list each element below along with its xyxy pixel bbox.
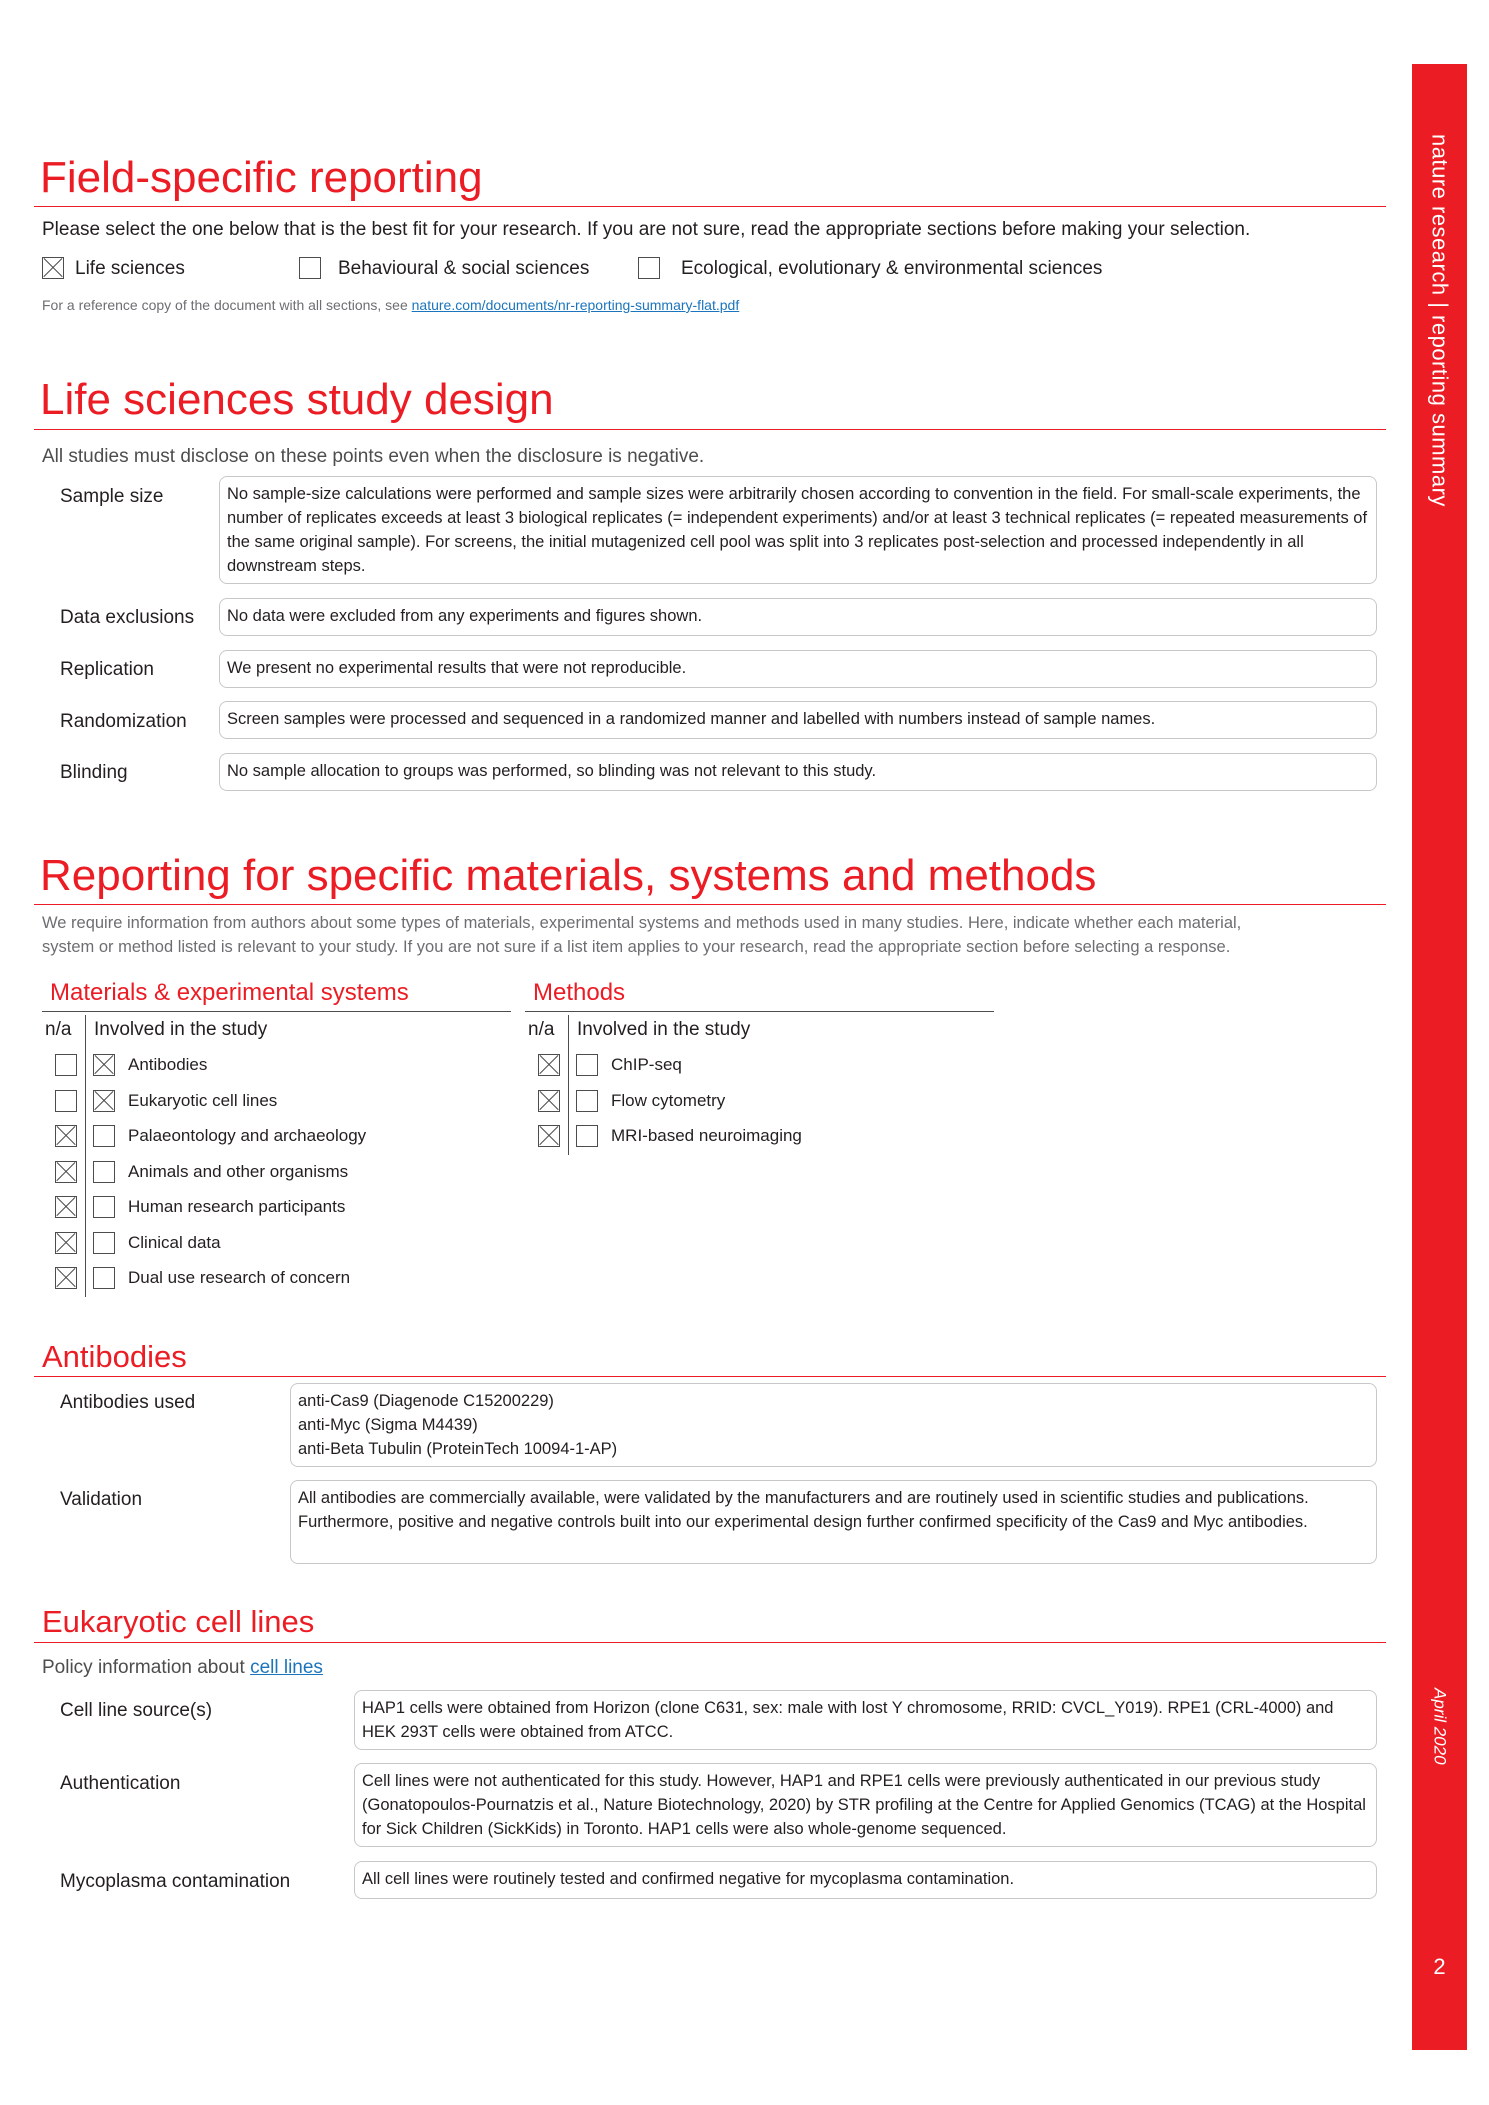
animals-involved-checkbox[interactable] (93, 1161, 115, 1183)
dual-use-involved-checkbox[interactable] (93, 1267, 115, 1289)
antibody-line: anti-Cas9 (Diagenode C15200229) (298, 1392, 554, 1410)
section-rule (34, 206, 1386, 207)
mri-na-checkbox[interactable] (538, 1125, 560, 1147)
clinical-data-na-checkbox[interactable] (55, 1232, 77, 1254)
behavioural-checkbox[interactable] (299, 257, 321, 279)
randomization-field[interactable]: Screen samples were processed and sequenced in a randomized manner and labelled with numbers instead of sample names. (219, 701, 1377, 739)
column-divider (85, 1015, 86, 1297)
reference-prefix: For a reference copy of the document with all sections, see (42, 297, 412, 313)
methods-heading: Methods (533, 979, 626, 1006)
palaeontology-na-checkbox[interactable] (55, 1125, 77, 1147)
materials-intro-line-1: We require information from authors about some types of materials, experimental systems and methods used in many studies. Here, indicate whether each material, (42, 914, 1242, 932)
dual-use-na-checkbox[interactable] (55, 1267, 77, 1289)
cell-line-source-label: Cell line source(s) (60, 1700, 213, 1721)
systems-involved-header: Involved in the study (94, 1019, 268, 1040)
cell-lines-policy (42, 1657, 323, 1679)
chip-seq-item-label: ChIP-seq (611, 1055, 682, 1074)
flow-cytometry-na-checkbox[interactable] (538, 1090, 560, 1112)
systems-heading: Materials & experimental systems (50, 979, 409, 1006)
mri-involved-checkbox[interactable] (576, 1125, 598, 1147)
authentication-field[interactable]: Cell lines were not authenticated for this study. However, HAP1 and RPE1 cells were previously authenticated in our previous study (Gonatopoulos-Pournatzis et al., Nature Biotechnology, 2020) by STR profiling at the Centre for Applied Genomics (TCAG) at the Hospital for Sick Children (SickKids) in Toronto. HAP1 cells were also whole-genome sequenced. (354, 1763, 1377, 1847)
materials-intro-line-2: system or method listed is relevant to your study. If you are not sure if a list item applies to your research, read the appropriate section before selecting a response. (42, 938, 1231, 956)
methods-involved-header: Involved in the study (577, 1019, 751, 1040)
clinical-data-item-label: Clinical data (128, 1233, 221, 1252)
flow-cytometry-involved-checkbox[interactable] (576, 1090, 598, 1112)
chip-seq-na-checkbox[interactable] (538, 1054, 560, 1076)
validation-field[interactable]: All antibodies are commercially available, were validated by the manufacturers and are routinely used in scientific studies and publications. Furthermore, positive and negative controls built into our experimental design further confirmed specificity of the Cas9 and Myc antibodies. (290, 1480, 1377, 1564)
blinding-label: Blinding (60, 762, 128, 783)
reference-note (42, 297, 739, 313)
life-sciences-checkbox[interactable] (42, 257, 64, 279)
ecological-label: Ecological, evolutionary & environmental sciences (681, 258, 1103, 279)
replication-field[interactable]: We present no experimental results that were not reproducible. (219, 650, 1377, 688)
human-participants-na-checkbox[interactable] (55, 1196, 77, 1218)
palaeontology-involved-checkbox[interactable] (93, 1125, 115, 1147)
antibodies-na-checkbox[interactable] (55, 1054, 77, 1076)
section-rule (34, 1376, 1386, 1377)
antibody-line: anti-Beta Tubulin (ProteinTech 10094-1-AP) (298, 1440, 618, 1458)
column-divider (568, 1015, 569, 1155)
field-specific-intro: Please select the one below that is the best fit for your research. If you are not sure, read the appropriate sections before making your selection. (42, 219, 1251, 240)
cell-lines-policy-link[interactable]: cell lines (250, 1657, 323, 1678)
animals-item-label: Animals and other organisms (128, 1162, 349, 1181)
life-sciences-label: Life sciences (75, 258, 185, 279)
policy-prefix: Policy information about (42, 1657, 251, 1678)
mycoplasma-field[interactable]: All cell lines were routinely tested and confirmed negative for mycoplasma contamination. (354, 1861, 1377, 1899)
ecological-checkbox[interactable] (638, 257, 660, 279)
blinding-field[interactable]: No sample allocation to groups was performed, so blinding was not relevant to this study. (219, 753, 1377, 791)
reference-link[interactable]: nature.com/documents/nr-reporting-summary-flat.pdf (411, 297, 740, 313)
randomization-label: Randomization (60, 711, 187, 732)
behavioural-label: Behavioural & social sciences (338, 258, 590, 279)
page-number: 2 (1433, 1954, 1446, 1979)
study-design-heading: Life sciences study design (40, 375, 554, 424)
section-rule (34, 429, 1386, 430)
authentication-label: Authentication (60, 1773, 181, 1794)
mri-item-label: MRI-based neuroimaging (611, 1126, 802, 1145)
flow-cytometry-item-label: Flow cytometry (611, 1091, 726, 1110)
sample-size-field[interactable]: No sample-size calculations were performed and sample sizes were arbitrarily chosen according to convention in the field. For small-scale experiments, the number of replicates exceeds at least 3 biological replicates (= independent experiments) and/or at least 3 technical replicates (= repeated measurements of the same original sample). For screens, the initial mutagenized cell pool was split into 3 replicates post-selection and processed independently in all downstream steps. (219, 476, 1377, 584)
data-exclusions-field[interactable]: No data were excluded from any experiments and figures shown. (219, 598, 1377, 636)
cell-lines-heading: Eukaryotic cell lines (42, 1604, 315, 1639)
systems-na-header: n/a (45, 1019, 72, 1040)
journal-title: nature research | reporting summary (1427, 134, 1453, 507)
methods-na-header: n/a (528, 1019, 555, 1040)
antibodies-used-field[interactable] (290, 1383, 1377, 1467)
edition-date: April 2020 (1430, 1688, 1450, 1765)
cell-lines-involved-checkbox[interactable] (93, 1090, 115, 1112)
dual-use-item-label: Dual use research of concern (128, 1268, 351, 1287)
validation-label: Validation (60, 1489, 143, 1510)
column-rule (42, 1011, 511, 1012)
field-specific-heading: Field-specific reporting (40, 153, 483, 202)
clinical-data-involved-checkbox[interactable] (93, 1232, 115, 1254)
materials-heading: Reporting for specific materials, systems and methods (40, 851, 1097, 900)
section-rule (34, 1642, 1386, 1643)
replication-label: Replication (60, 659, 154, 680)
animals-na-checkbox[interactable] (55, 1161, 77, 1183)
cell-line-source-field[interactable]: HAP1 cells were obtained from Horizon (clone C631, sex: male with lost Y chromosome, RRID: CVCL_Y019). RPE1 (CRL-4000) and HEK 293T cells were obtained from ATCC. (354, 1690, 1377, 1750)
study-design-intro: All studies must disclose on these points even when the disclosure is negative. (42, 446, 705, 467)
antibody-line: anti-Myc (Sigma M4439) (298, 1416, 478, 1434)
mycoplasma-label: Mycoplasma contamination (60, 1871, 291, 1892)
antibodies-used-label: Antibodies used (60, 1392, 196, 1413)
human-participants-involved-checkbox[interactable] (93, 1196, 115, 1218)
antibodies-item-label: Antibodies (128, 1055, 208, 1074)
sample-size-label: Sample size (60, 486, 164, 507)
sidebar-band (1412, 64, 1467, 2050)
section-rule (34, 904, 1386, 905)
column-rule (525, 1011, 994, 1012)
chip-seq-involved-checkbox[interactable] (576, 1054, 598, 1076)
antibodies-involved-checkbox[interactable] (93, 1054, 115, 1076)
antibodies-heading: Antibodies (42, 1339, 187, 1374)
cell-lines-item-label: Eukaryotic cell lines (128, 1091, 278, 1110)
human-participants-item-label: Human research participants (128, 1197, 346, 1216)
data-exclusions-label: Data exclusions (60, 607, 195, 628)
cell-lines-na-checkbox[interactable] (55, 1090, 77, 1112)
palaeontology-item-label: Palaeontology and archaeology (128, 1126, 367, 1145)
